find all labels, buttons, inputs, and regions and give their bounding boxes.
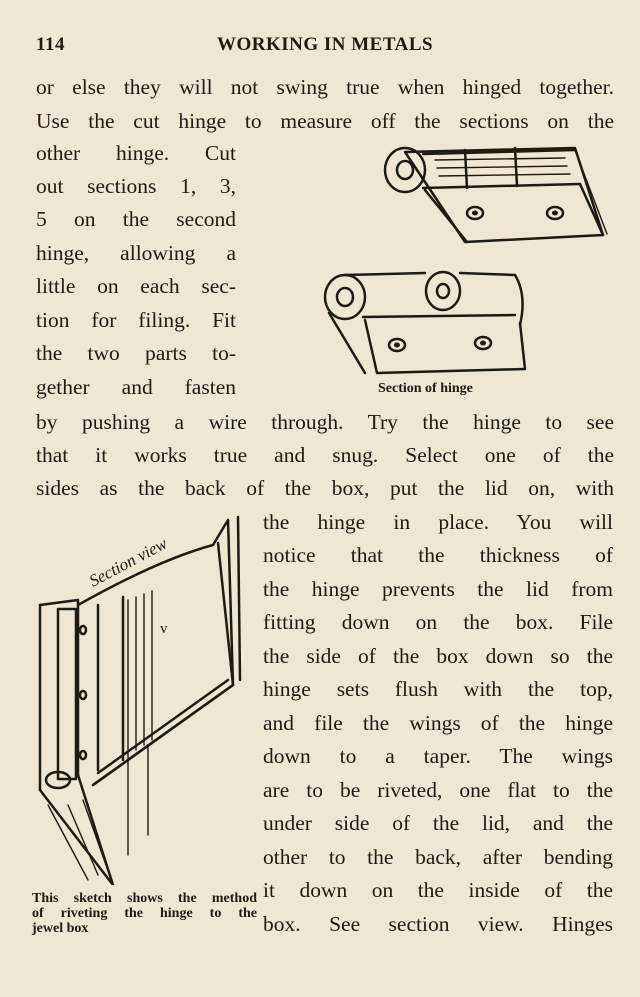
text-line: the hinge in place. You will [263,510,613,534]
text-line: out sections 1, 3, [36,174,236,198]
section-view-label: Section view [85,533,171,591]
text-line: down to a taper. The wings [263,744,613,768]
text-line: hinge sets flush with the top, [263,677,613,701]
caption-line: of riveting the hinge to the [32,906,257,921]
text-line: fitting down on the box. File [263,610,613,634]
text-line: gether and fasten [36,375,236,399]
running-header [36,34,614,58]
text-line: the two parts to- [36,341,236,365]
text-line: by pushing a wire through. Try the hinge to see [36,410,614,434]
hinge-figure-caption: Section of hinge [378,381,473,396]
section-mark: v [160,621,168,637]
text-line: the hinge prevents the lid from [263,577,613,601]
text-line: sides as the back of the box, put the lid on, with [36,476,614,500]
caption-line: jewel box [32,921,89,936]
text-line: under side of the lid, and the [263,811,613,835]
text-line: and file the wings of the hinge [263,711,613,735]
text-line: or else they will not swing true when hinged together. [36,75,614,99]
text-line: that it works true and snug. Select one of the [36,443,614,467]
box-figure-caption [32,891,257,936]
text-line: hinge, allowing a [36,241,236,265]
text-line: other to the back, after bending [263,845,613,869]
caption-line: This sketch shows the method [32,891,257,906]
text-line: notice that the thickness of [263,543,613,567]
text-line: tion for filing. Fit [36,308,236,332]
section-of-hinge-illustration [315,265,530,377]
text-line: box. See section view. Hinges [263,912,613,936]
text-line: the side of the box down so the [263,644,613,668]
jewel-box-section-illustration [28,505,258,885]
text-line: little on each sec- [36,274,236,298]
page-number: 114 [36,34,65,55]
text-line: it down on the inside of the [263,878,613,902]
text-line: 5 on the second [36,207,236,231]
cut-hinge-illustration [375,140,615,250]
text-line: Use the cut hinge to measure off the sections on the [36,109,614,133]
text-line: other hinge. Cut [36,141,236,165]
text-line: are to be riveted, one flat to the [263,778,613,802]
running-title: WORKING IN METALS [216,34,434,55]
